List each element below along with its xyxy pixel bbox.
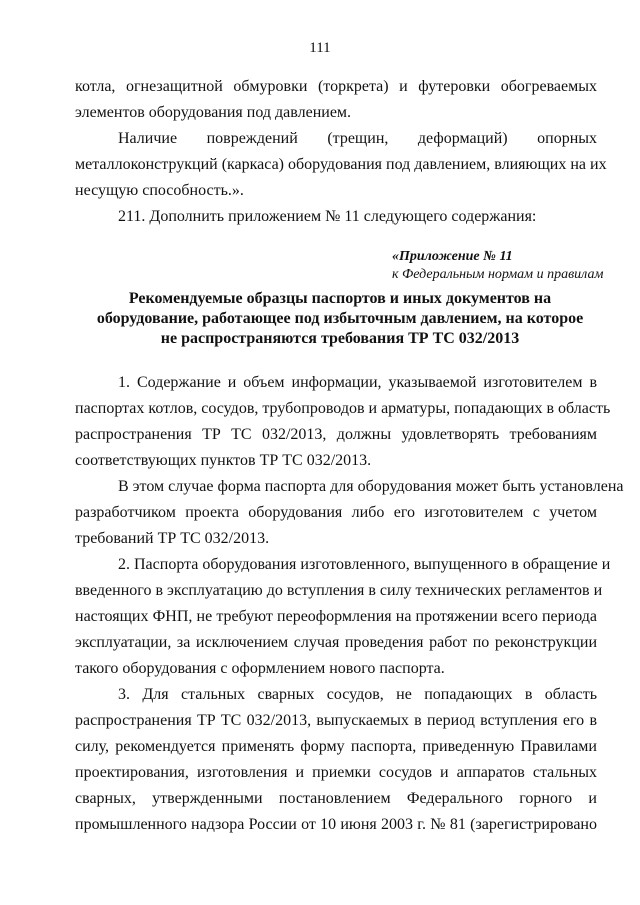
text-line: промышленного надзора России от 10 июня 2003 г. № 81 (зарегистрировано [75,816,597,833]
text-line: несущую способность.». [75,182,244,199]
text-line: Наличие повреждений (трещин, деформаций) опорных [118,130,597,147]
text-line: элементов оборудования под давлением. [75,104,352,121]
page-number: 111 [309,40,331,56]
text-line: распространения ТР ТС 032/2013, должны удовлетворять требованиям [75,426,597,443]
appendix-title: «Приложение № 11 [392,249,513,264]
appendix-subtitle: к Федеральным нормам и правилам [392,267,604,282]
section-title-line: Рекомендуемые образцы паспортов и иных документов на [128,290,552,307]
text-line: сварных, утвержденными постановлением Федерального горного и [75,790,597,807]
text-line: введенного в эксплуатацию до вступления в силу технических регламентов и [75,582,603,599]
text-line: металлоконструкций (каркаса) оборудования под давлением, влияющих на их [75,156,607,173]
text-line: 211. Дополнить приложением № 11 следующего содержания: [118,208,537,225]
text-line: котла, огнезащитной обмуровки (торкрета) и футеровки обогреваемых [75,78,597,95]
text-line: эксплуатации, за исключением случая проведения работ по реконструкции [75,634,597,651]
text-line: требований ТР ТС 032/2013. [75,530,270,547]
text-line: паспортах котлов, сосудов, трубопроводов и арматуры, попадающих в область [75,400,611,417]
section-title-line: не распространяются требования ТР ТС 032/2013 [160,330,520,347]
text-line: силу, рекомендуется применять форму паспорта, приведенную Правилами [75,738,597,755]
text-line: соответствующих пунктов ТР ТС 032/2013. [75,452,372,469]
text-line: 1. Содержание и объем информации, указываемой изготовителем в [118,374,597,391]
text-line: настоящих ФНП, не требуют переоформления на протяжении всего периода [75,608,597,625]
text-line: 3. Для стальных сварных сосудов, не попадающих в область [118,686,597,703]
text-line: 2. Паспорта оборудования изготовленного, выпущенного в обращение и [118,556,611,573]
text-line: разработчиком проекта оборудования либо его изготовителем с учетом [75,504,597,521]
text-line: проектирования, изготовления и приемки сосудов и аппаратов стальных [75,764,597,781]
text-line: распространения ТР ТС 032/2013, выпускаемых в период вступления его в [75,712,597,729]
appendix-label [392,248,612,284]
section-title-line: оборудование, работающее под избыточным давлением, на которое [96,310,584,327]
text-line: такого оборудования с оформлением нового паспорта. [75,660,445,677]
text-line: В этом случае форма паспорта для оборудования может быть установлена [118,478,624,495]
